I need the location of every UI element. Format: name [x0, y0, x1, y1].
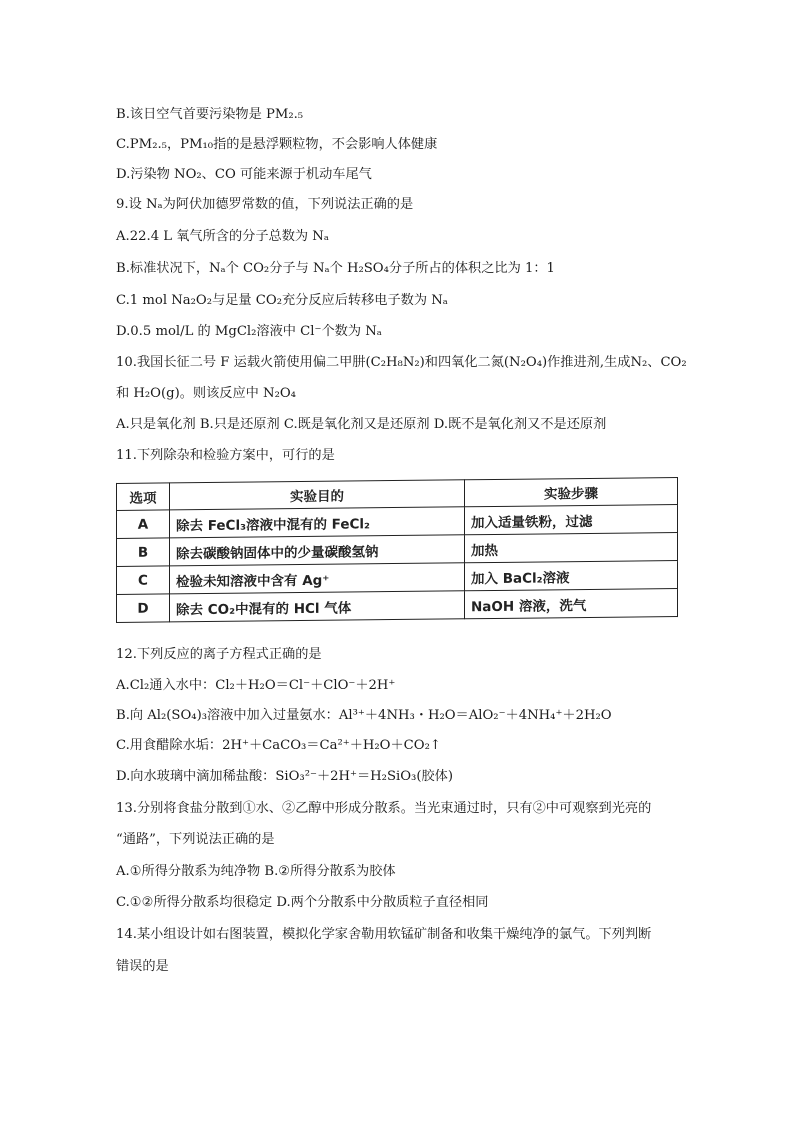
- question-13-options-ab: A.①所得分散系为纯净物 B.②所得分散系为胶体: [116, 864, 396, 879]
- header-steps: 实验步骤: [465, 478, 678, 507]
- row-purpose: 检验未知溶液中含有 Ag⁺: [170, 563, 465, 594]
- question-12-option-d: D.向水玻璃中滴加稀盐酸：SiO₃²⁻＋2H⁺＝H₂SiO₃(胶体): [116, 769, 453, 784]
- row-option: D: [117, 594, 170, 623]
- header-option: 选项: [117, 483, 170, 511]
- question-11-stem: 11.下列除杂和检验方案中，可行的是: [116, 448, 335, 463]
- row-option: A: [117, 510, 170, 539]
- question-9-option-c: C.1 mol Na₂O₂与足量 CO₂充分反应后转移电子数为 Nₐ: [116, 293, 448, 308]
- question-14-stem-line2: 错误的是: [116, 959, 169, 974]
- question-8-option-d: D.污染物 NO₂、CO 可能来源于机动车尾气: [116, 167, 372, 182]
- question-9-option-a: A.22.4 L 氧气所含的分子总数为 Nₐ: [116, 229, 329, 244]
- question-11-table-wrap: [116, 480, 678, 620]
- question-10-options: A.只是氧化剂 B.只是还原剂 C.既是氧化剂又是还原剂 D.既不是氧化剂又不是还原剂: [116, 417, 607, 432]
- question-13-stem-line2: “通路”，下列说法正确的是: [116, 832, 275, 847]
- row-purpose: 除去 CO₂中混有的 HCl 气体: [170, 591, 465, 622]
- row-purpose: 除去 FeCl₃溶液中混有的 FeCl₂: [170, 507, 465, 538]
- question-8-option-b: B.该日空气首要污染物是 PM₂.₅: [116, 107, 304, 122]
- question-10-stem-line2: 和 H₂O(g)。则该反应中 N₂O₄: [116, 386, 296, 401]
- question-9-option-d: D.0.5 mol/L 的 MgCl₂溶液中 Cl⁻个数为 Nₐ: [116, 324, 382, 339]
- row-steps: NaOH 溶液，洗气: [465, 589, 678, 619]
- question-12-option-a: A.Cl₂通入水中：Cl₂＋H₂O＝Cl⁻＋ClO⁻＋2H⁺: [116, 678, 396, 693]
- row-purpose: 除去碳酸钠固体中的少量碳酸氢钠: [170, 535, 465, 566]
- row-steps: 加热: [465, 533, 678, 563]
- question-13-stem-line1: 13.分别将食盐分散到①水、②乙醇中形成分散系。当光束通过时，只有②中可观察到光亮的: [116, 801, 652, 816]
- row-steps: 加入 BaCl₂溶液: [465, 561, 678, 591]
- table-row: [117, 589, 678, 623]
- row-option: B: [117, 538, 170, 567]
- question-11-table: [116, 477, 678, 623]
- question-12-option-b: B.向 Al₂(SO₄)₃溶液中加入过量氨水：Al³⁺＋4NH₃・H₂O＝AlO₂⁻＋4NH₄⁺＋2H₂O: [116, 708, 612, 723]
- question-9-option-b: B.标准状况下，Nₐ个 CO₂分子与 Nₐ个 H₂SO₄分子所占的体积之比为 1：1: [116, 261, 555, 276]
- question-13-options-cd: C.①②所得分散系均很稳定 D.两个分散系中分散质粒子直径相同: [116, 895, 489, 910]
- question-8-option-c: C.PM₂.₅，PM₁₀指的是悬浮颗粒物，不会影响人体健康: [116, 137, 438, 152]
- row-steps: 加入适量铁粉，过滤: [465, 505, 678, 535]
- question-12-option-c: C.用食醋除水垢：2H⁺＋CaCO₃＝Ca²⁺＋H₂O＋CO₂↑: [116, 738, 441, 753]
- question-10-stem-line1: 10.我国长征二号 F 运载火箭使用偏二甲肼(C₂H₈N₂)和四氧化二氮(N₂O₄)作推进剂,生成N₂、CO₂: [116, 355, 687, 370]
- question-14-stem-line1: 14.某小组设计如右图装置，模拟化学家舍勒用软锰矿制备和收集干燥纯净的氯气。下列判断: [116, 927, 652, 942]
- header-purpose: 实验目的: [170, 480, 465, 510]
- question-12-stem: 12.下列反应的离子方程式正确的是: [116, 647, 322, 662]
- question-9-stem: 9.设 Nₐ为阿伏加德罗常数的值，下列说法正确的是: [116, 197, 414, 212]
- row-option: C: [117, 566, 170, 595]
